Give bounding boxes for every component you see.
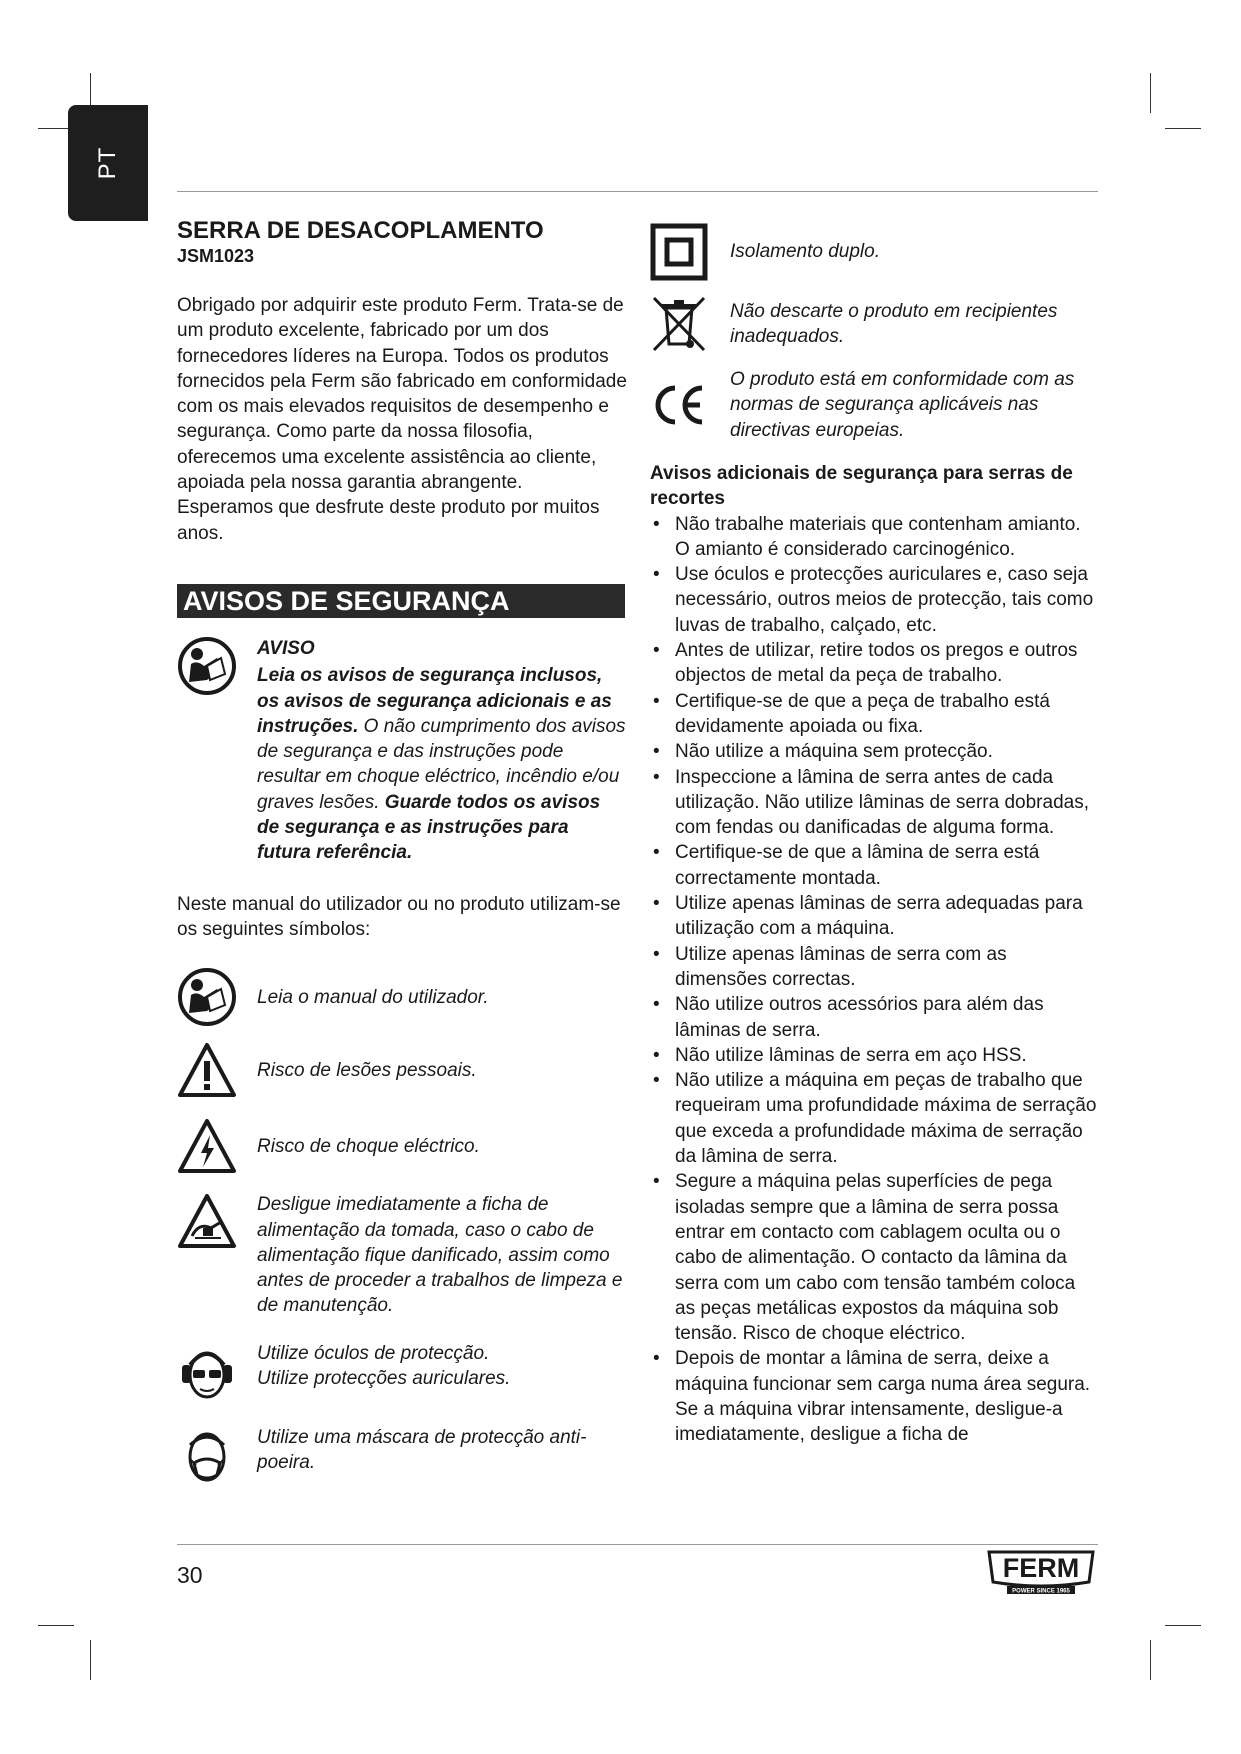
bottom-rule [177, 1544, 1098, 1545]
logo-text: FERM [1002, 1553, 1080, 1583]
ce-mark-icon [650, 380, 714, 430]
crop-mark [1165, 1625, 1201, 1626]
warning-bold-1: Leia os avisos de segurança inclusos, os avisos de segurança adicionais e as instruções. [257, 665, 612, 737]
list-item: • Não utilize lâminas de serra em aço HSS. [650, 1043, 1100, 1068]
dust-mask-icon [177, 1425, 241, 1487]
crop-mark [90, 1640, 91, 1680]
symbol-text: Risco de choque eléctrico. [257, 1135, 480, 1157]
right-column [650, 223, 1100, 1448]
symbol-text: O produto está em conformidade com as normas de segurança aplicáveis nas directivas europeias. [730, 369, 1075, 441]
crop-mark [38, 1625, 74, 1626]
symbols-intro: Neste manual do utilizador ou no produto utilizam-se os seguintes símbolos: [177, 893, 621, 940]
symbol-row [177, 962, 627, 1032]
list-item: • Antes de utilizar, retire todos os pregos e outros objectos de metal da peça de trabalho. [650, 638, 1100, 689]
intro-text [177, 293, 627, 546]
symbol-text: Não descarte o produto em recipientes inadequados. [730, 300, 1058, 347]
safety-goggles-ear-icon [177, 1341, 241, 1403]
warning-body: O não cumprimento dos avisos de segurança e das instruções pode resultar em choque eléctrico, incêndio e/ou graves lesões. [257, 715, 626, 813]
list-item: • Use óculos e protecções auriculares e, caso seja necessário, outros meios de protecção, tais como luvas de trabalho, calçado, etc. [650, 562, 1100, 638]
list-item: • Certifique-se de que a lâmina de serra está correctamente montada. [650, 840, 1100, 891]
symbol-row [177, 1192, 627, 1318]
symbol-row [650, 293, 1100, 355]
warning-title: AVISO [257, 637, 315, 659]
read-manual-icon [177, 636, 241, 866]
crop-mark [1165, 128, 1201, 129]
list-item: • Certifique-se de que a peça de trabalho está devidamente apoiada ou fixa. [650, 689, 1100, 740]
list-item: • Segure a máquina pelas superfícies de pega isoladas sempre que a lâmina de serra possa entrar em contacto com cablagem oculta ou o cabo de alimentação. O contacto da lâmina da serra com um cabo com tensão também coloca as peças metálicas expostos da máquina sob tensão. Risco de choque eléctrico. [650, 1169, 1100, 1346]
left-column [177, 217, 627, 1487]
symbol-row [650, 223, 1100, 281]
unplug-icon [177, 1192, 241, 1318]
list-item: • Não utilize a máquina sem protecção. [650, 739, 1100, 764]
symbol-text: Utilize uma máscara de protecção anti-poeira. [257, 1426, 587, 1474]
list-item: • Utilize apenas lâminas de serra adequadas para utilização com a máquina. [650, 891, 1100, 942]
model-number: JSM1023 [177, 246, 255, 266]
symbol-text: Desligue imediatamente a ficha de alimentação da tomada, caso o cabo de alimentação fique danificado, assim como antes de proceder a trabalhos de limpeza e de manutenção. [257, 1194, 623, 1317]
page-title: SERRA DE DESACOPLAMENTO [177, 217, 544, 244]
double-insulation-icon [650, 223, 714, 281]
top-rule [177, 191, 1098, 192]
symbol-row [650, 367, 1100, 443]
crop-mark [1150, 1640, 1151, 1680]
crop-mark [1150, 73, 1151, 113]
logo-tagline: POWER SINCE 1965 [1012, 1588, 1070, 1595]
weee-bin-icon [650, 294, 714, 354]
intro-paragraph: Obrigado por adquirir este produto Ferm. Trata-se de um produto excelente, fabricado por um dos fornecedores líderes na Europa. Todos os produtos fornecidos pela Ferm são fabricado em conformidade com os mais elevados requisitos de desempenho e segurança. Como parte da nossa filosofia, oferecemos uma excelente assistência ao cliente, apoiada pela nossa garantia abrangente. [177, 295, 627, 494]
symbol-row [177, 1425, 627, 1487]
electric-shock-icon [177, 1117, 241, 1175]
list-item: • Inspeccione a lâmina de serra antes de cada utilização. Não utilize lâminas de serra dobradas, com fendas ou danificadas de alguma forma. [650, 765, 1100, 841]
warning-block [177, 636, 627, 866]
list-item: • Utilize apenas lâminas de serra com as dimensões correctas. [650, 942, 1100, 993]
page-number: 30 [177, 1562, 203, 1588]
symbol-text-group [241, 1341, 510, 1403]
language-label: PT [94, 146, 121, 180]
list-item: • Não utilize a máquina em peças de trabalho que requeiram uma profundidade máxima de serração que exceda a profundidade máxima de serração da lâmina de serra. [650, 1068, 1100, 1169]
section-heading: AVISOS DE SEGURANÇA [177, 584, 625, 618]
read-manual-icon [177, 967, 241, 1027]
additional-warnings-heading: Avisos adicionais de segurança para serras de recortes [650, 463, 1073, 510]
symbol-text: Leia o manual do utilizador. [257, 986, 489, 1008]
list-item: • Não trabalhe materiais que contenham amianto. O amianto é considerado carcinogénico. [650, 512, 1100, 563]
symbol-row [177, 1108, 627, 1184]
list-item: • Não utilize outros acessórios para além das lâminas de serra. [650, 992, 1100, 1043]
language-tab [68, 105, 148, 221]
symbol-text: Risco de lesões pessoais. [257, 1059, 477, 1081]
symbol-row [177, 1032, 627, 1108]
intro-paragraph: Esperamos que desfrute deste produto por muitos anos. [177, 497, 600, 544]
symbol-row [177, 1341, 627, 1403]
additional-warnings-list [650, 512, 1100, 1448]
warning-triangle-icon [177, 1041, 241, 1099]
symbol-text: Isolamento duplo. [730, 241, 880, 263]
list-item: • Depois de montar a lâmina de serra, deixe a máquina funcionar sem carga numa área segura. Se a máquina vibrar intensamente, desligue-a imediatamente, desligue a ficha de [650, 1346, 1100, 1447]
warning-bold-2: Guarde todos os avisos de segurança e as instruções para futura referência. [257, 791, 601, 864]
symbol-text: Utilize óculos de protecção. [257, 1342, 490, 1364]
symbol-text: Utilize protecções auriculares. [257, 1368, 511, 1390]
warning-text [241, 636, 627, 866]
ferm-logo [985, 1550, 1097, 1596]
